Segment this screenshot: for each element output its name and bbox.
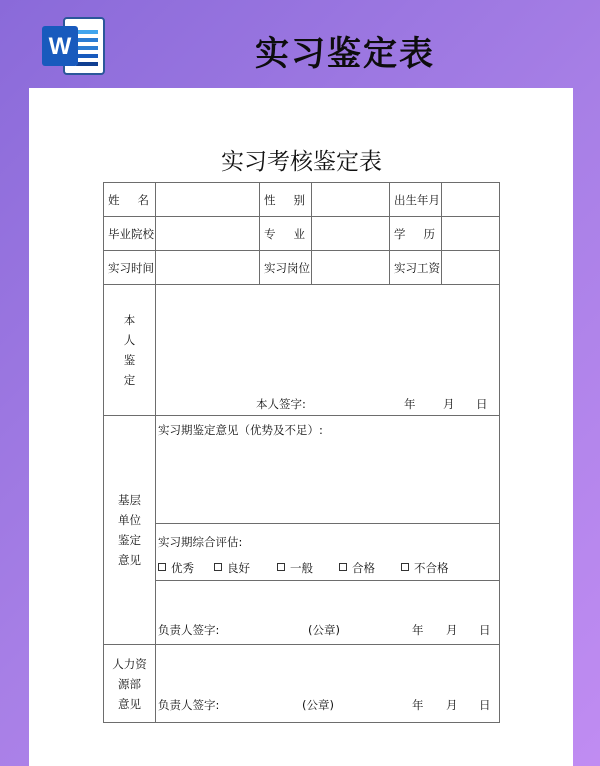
checkbox-icon[interactable] <box>277 563 285 571</box>
label-period: 实习时间 <box>104 251 156 285</box>
checkbox-icon[interactable] <box>158 563 166 571</box>
overall-evaluation-label: 实习期综合评估: <box>158 535 243 549</box>
field-hr-opinion[interactable] <box>156 645 500 723</box>
label-major-part2: 业 <box>293 226 305 241</box>
label-birth: 出生年月 <box>390 183 442 217</box>
label-unit-opinion <box>104 416 156 645</box>
field-overall-evaluation <box>156 524 500 581</box>
option-label: 优秀 <box>171 561 194 575</box>
field-education[interactable] <box>442 217 500 251</box>
label-self-appraisal <box>104 285 156 416</box>
unit-day-label: 日 <box>479 623 491 637</box>
option-good[interactable] <box>214 560 250 576</box>
field-self-appraisal[interactable] <box>156 285 500 416</box>
label-salary: 实习工资 <box>390 251 442 285</box>
hr-month-label: 月 <box>446 698 458 712</box>
label-position: 实习岗位 <box>260 251 312 285</box>
self-year-label: 年 <box>404 397 416 411</box>
unit-opinion-label: 实习期鉴定意见（优势及不足）: <box>158 423 323 437</box>
label-char: 鉴 <box>123 353 136 367</box>
label-name-part1: 姓 <box>108 192 120 207</box>
field-name[interactable] <box>156 183 260 217</box>
field-period[interactable] <box>156 251 260 285</box>
form-row-self-appraisal <box>104 285 500 416</box>
form-row-basic-2 <box>104 217 500 251</box>
label-char: 定 <box>123 373 136 387</box>
option-average[interactable] <box>277 560 313 576</box>
label-gender-part2: 别 <box>293 192 305 207</box>
label-char: 本 <box>123 313 136 327</box>
appraisal-form <box>103 182 500 723</box>
unit-seal-label: (公章) <box>308 623 340 637</box>
word-icon-letter: W <box>48 33 72 60</box>
label-char: 源部 <box>118 676 141 691</box>
banner-title: 实习鉴定表 <box>255 34 435 74</box>
option-label: 一般 <box>290 561 313 575</box>
field-salary[interactable] <box>442 251 500 285</box>
label-char: 鉴定 <box>118 533 141 547</box>
unit-year-label: 年 <box>412 623 424 637</box>
self-sign-label: 本人签字: <box>256 397 306 411</box>
label-char: 意见 <box>118 696 141 711</box>
hr-year-label: 年 <box>412 698 424 712</box>
label-char: 单位 <box>118 513 141 527</box>
label-education-part1: 学 <box>394 226 406 241</box>
field-major[interactable] <box>312 217 390 251</box>
unit-sign-label: 负责人签字: <box>158 623 220 637</box>
label-major-part1: 专 <box>264 226 276 241</box>
form-row-unit-signature <box>104 581 500 645</box>
label-char: 人力资 <box>112 656 147 671</box>
field-unit-signature[interactable] <box>156 581 500 645</box>
option-label: 不合格 <box>414 561 449 575</box>
hr-sign-label: 负责人签字: <box>158 698 220 712</box>
option-label: 合格 <box>352 561 375 575</box>
label-school: 毕业院校 <box>104 217 156 251</box>
field-position[interactable] <box>312 251 390 285</box>
label-char: 人 <box>123 333 136 347</box>
field-unit-opinion[interactable] <box>156 416 500 524</box>
label-hr-opinion <box>104 645 156 723</box>
option-excellent[interactable] <box>158 560 194 576</box>
label-major <box>260 217 312 251</box>
unit-month-label: 月 <box>446 623 458 637</box>
field-school[interactable] <box>156 217 260 251</box>
self-month-label: 月 <box>443 397 455 411</box>
checkbox-icon[interactable] <box>214 563 222 571</box>
label-education <box>390 217 442 251</box>
label-education-part2: 历 <box>423 226 435 241</box>
label-name-part2: 名 <box>137 192 149 207</box>
form-row-basic-1 <box>104 183 500 217</box>
form-row-overall-evaluation <box>104 524 500 581</box>
label-gender-part1: 性 <box>264 192 276 207</box>
field-gender[interactable] <box>312 183 390 217</box>
hr-day-label: 日 <box>479 698 491 712</box>
form-row-unit-opinion <box>104 416 500 524</box>
form-row-basic-3 <box>104 251 500 285</box>
checkbox-icon[interactable] <box>401 563 409 571</box>
self-day-label: 日 <box>476 397 488 411</box>
label-char: 基层 <box>118 493 141 507</box>
option-fail[interactable] <box>401 560 449 576</box>
option-label: 良好 <box>227 561 250 575</box>
form-row-hr-opinion <box>104 645 500 723</box>
label-char: 意见 <box>118 553 141 567</box>
label-name <box>104 183 156 217</box>
field-birth[interactable] <box>442 183 500 217</box>
option-pass[interactable] <box>339 560 375 576</box>
label-gender <box>260 183 312 217</box>
document-title: 实习考核鉴定表 <box>221 149 382 175</box>
hr-seal-label: (公章) <box>302 698 334 712</box>
checkbox-icon[interactable] <box>339 563 347 571</box>
